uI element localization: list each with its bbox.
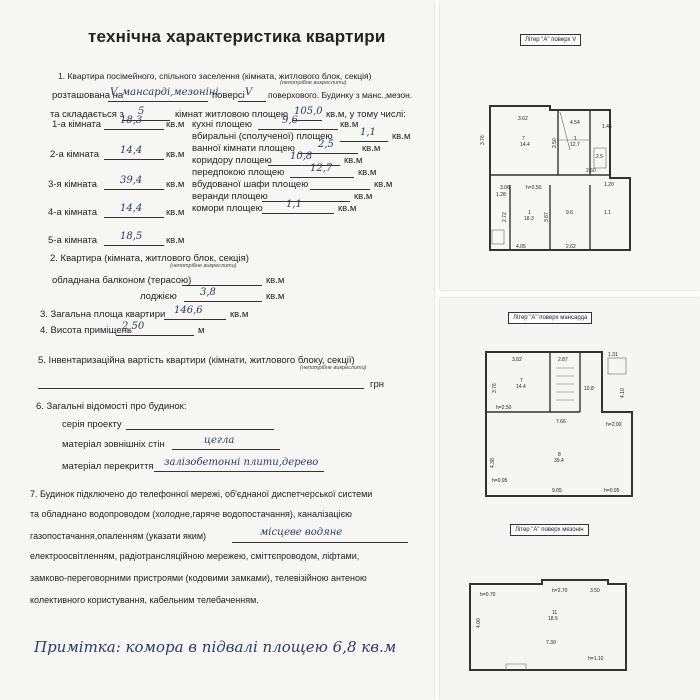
p5-h1: h=2.50: [526, 185, 542, 191]
p5-d3: 2.60: [586, 168, 596, 174]
p5-r4n: 1: [528, 210, 531, 216]
room-2-value: 14,4: [120, 145, 143, 156]
rooms-label: кімнат житловою площею: [175, 109, 289, 120]
section-5-text: 5. Інвентаризаційна вартість квартири (кімнати, житлового блоку, секції): [38, 355, 355, 366]
p3-d3: 7.30: [546, 640, 556, 646]
bath-unit: кв.м: [362, 143, 381, 154]
room-1-label: 1-а кімната: [52, 119, 102, 130]
walls-value: цегла: [204, 435, 235, 446]
storage-label: комори площею: [192, 203, 263, 214]
height-value: 2,50: [122, 321, 145, 332]
height-unit: м: [198, 325, 205, 336]
p5-d10: 4.05: [516, 244, 526, 250]
room-5-label: 5-а кімната: [48, 235, 98, 246]
toilet-value: 1,1: [360, 127, 376, 138]
toilet-unit: кв.м: [392, 131, 411, 142]
p3-h1: h=0.70: [480, 592, 496, 598]
floor-plan-attic-mezzanine: [440, 298, 700, 700]
total-area-label: 3. Загальна площа квартири: [40, 309, 166, 320]
plan-mezzanine-title: Літер "А" поверх мезонін: [510, 524, 589, 536]
series-label: серія проекту: [62, 419, 122, 430]
p5-d1: 3.62: [518, 116, 528, 122]
p2-d2: 2.87: [558, 357, 568, 363]
room-4-unit: кв.м: [166, 207, 185, 218]
p5-d5: 2.50: [552, 138, 558, 148]
p2-r1: 14.4: [516, 384, 526, 390]
p2-h2: h=2.00: [606, 422, 622, 428]
p3-d1: 3.50: [590, 588, 600, 594]
p2-r1n: 7: [520, 378, 523, 384]
floors-material-label: матеріал перекриття: [62, 461, 154, 472]
p5-r2a: 12.7: [570, 142, 580, 148]
room-2-label: 2-а кімната: [50, 149, 100, 160]
p5-d7: 3.76: [480, 135, 486, 145]
floors-label: поверхового. Будинку з манс.,мезон.: [268, 90, 413, 100]
section-6-title: 6. Загальні відомості про будинок:: [36, 401, 187, 412]
wardrobe-unit: кв.м: [374, 179, 393, 190]
room-5-unit: кв.м: [166, 235, 185, 246]
room-1-unit: кв.м: [166, 119, 185, 130]
p5-d13: 1.28: [496, 192, 506, 198]
room-1-value: 18,3: [120, 115, 143, 126]
corridor-label: коридору площею: [192, 155, 272, 166]
bath-value: 2,5: [318, 139, 334, 150]
unit-colon: кв.м, у тому числі:: [326, 109, 406, 120]
document-title: технічна характеристика квартири: [88, 27, 386, 46]
corridor-unit: кв.м: [344, 155, 363, 166]
p2-d1: 3.82: [512, 357, 522, 363]
veranda-unit: кв.м: [354, 191, 373, 202]
p2-r3: 39.4: [554, 458, 564, 464]
p5-d4: 1.45: [602, 124, 612, 130]
floors-material-value: залізобетонні плити,дерево: [164, 457, 319, 468]
room-5-value: 18,5: [120, 231, 143, 242]
p2-r2: 10.8: [584, 386, 594, 392]
toilet-label: вбиральні (сполученої) площею: [192, 131, 333, 142]
p5-r4: 18.3: [524, 216, 534, 222]
room-3-label: 3-я кімната: [48, 179, 97, 190]
storage-unit: кв.м: [338, 203, 357, 214]
consists-label: та складається з: [50, 109, 124, 120]
wardrobe-label: вбудованої шафи площею: [192, 179, 309, 190]
loggia-label: лоджією: [140, 291, 177, 302]
corridor-value: 10,8: [290, 151, 313, 162]
total-area-value: 146,6: [174, 305, 203, 316]
p2-h4: h=0.95: [604, 488, 620, 494]
heating-value: місцеве водяне: [260, 527, 343, 538]
located-on-value: V, мансарді,мезоніні: [110, 87, 219, 98]
section-7-line-4: електроосвітленням, радіотрансляційною мережею, сміттєпроводом, ліфтами,: [30, 551, 360, 561]
section-1-text: 1. Квартира посімейного, спільного заселення (кімната, житлового блок, секція): [58, 71, 372, 81]
kitchen-unit: кв.м: [340, 119, 359, 130]
section-7-line-1: 7. Будинок підключено до телефонної мережі, об'єднаної диспетчерської системи: [30, 489, 373, 499]
p5-r2n: 1: [574, 136, 577, 142]
located-on-label: розташована на: [52, 90, 124, 101]
room-4-label: 4-а кімната: [48, 207, 98, 218]
section-5-unit: грн: [370, 379, 384, 390]
p2-d7: 4.38: [490, 458, 496, 468]
p2-d5: 4.10: [620, 388, 626, 398]
p3-h3: h=1.10: [588, 656, 604, 662]
p5-d6: 1.20: [604, 182, 614, 188]
balcony-unit: кв.м: [266, 275, 285, 286]
p2-h1: h=2.50: [496, 405, 512, 411]
plan-5-title: Літер "А" поверх V: [520, 34, 581, 46]
section-5-hint: (непотрібне викреслити): [300, 365, 367, 371]
section-2-hint: (непотрібне викреслити): [170, 263, 237, 269]
section-7-line-6: колективного користування, кабельним телебаченням.: [30, 595, 259, 605]
p2-d8: 9.05: [552, 488, 562, 494]
p2-r3n: 8: [558, 452, 561, 458]
hall-label: передпокою площею: [192, 167, 285, 178]
p3-r1: 18.5: [548, 616, 558, 622]
room-3-unit: кв.м: [166, 179, 185, 190]
hall-unit: кв.м: [358, 167, 377, 178]
p5-d9: 2.72: [502, 212, 508, 222]
p5-r1a: 14.4: [520, 142, 530, 148]
height-label: 4. Висота приміщень: [40, 325, 132, 336]
storage-value: 1,1: [286, 199, 302, 210]
hall-value: 12,7: [310, 163, 333, 174]
floor-plan-5: [440, 0, 700, 290]
plan-attic-mezzanine-drawing: [440, 298, 700, 700]
p5-d12: 3.06: [500, 185, 510, 191]
rooms-count: 5: [138, 106, 145, 117]
floor-label: поверсі: [212, 90, 245, 101]
p5-d11: 2.62: [566, 244, 576, 250]
room-3-value: 39,4: [120, 175, 143, 186]
loggia-value: 3,8: [200, 287, 216, 298]
kitchen-value: 9,6: [282, 115, 298, 126]
plan-attic-title: Літер "А" поверх мансарда: [508, 312, 592, 324]
p3-r1n: 11: [552, 610, 558, 616]
p3-d2: 4.00: [476, 618, 482, 628]
p2-d6: 7.66: [556, 419, 566, 425]
p5-r1n: 7: [522, 136, 525, 142]
p2-h3: h=0.95: [492, 478, 508, 484]
total-area-unit: кв.м: [230, 309, 249, 320]
footnote: Примітка: комора в підвалі площею 6,8 кв.м: [34, 638, 397, 656]
section-7-line-3: газопостачання,опаленням (указати яким): [30, 531, 207, 541]
p5-r6: 1.1: [604, 210, 611, 216]
loggia-unit: кв.м: [266, 291, 285, 302]
section-7-line-5: замково-переговорними пристроями (кодовими замками), телевізійною антеною: [30, 573, 367, 583]
bath-label: ванної кімнати площею: [192, 143, 295, 154]
p2-d4: 3.76: [492, 383, 498, 393]
floor-value: V: [245, 87, 253, 98]
p5-d8: 3.87: [544, 212, 550, 222]
p5-r3: 2.5: [596, 154, 603, 160]
walls-label: матеріал зовнішніх стін: [62, 439, 165, 450]
balcony-label: обладнана балконом (терасою): [52, 275, 192, 286]
room-2-unit: кв.м: [166, 149, 185, 160]
living-area: 105,0: [294, 106, 323, 117]
room-4-value: 14,4: [120, 203, 143, 214]
section-1-hint: (непотрібне викреслити): [280, 80, 347, 86]
p5-r5: 9.6: [566, 210, 573, 216]
veranda-label: веранди площею: [192, 191, 268, 202]
section-2-text: 2. Квартира (кімната, житлового блок, секція): [50, 253, 249, 264]
p2-d3: 1.31: [608, 352, 618, 358]
p3-h2: h=2.70: [552, 588, 568, 594]
section-7-line-2: та обладнано водопроводом (холодне,гаряче водопостачання), каналізацією: [30, 509, 352, 519]
kitchen-label: кухні площею: [192, 119, 252, 130]
p5-d2: 4.54: [570, 120, 580, 126]
